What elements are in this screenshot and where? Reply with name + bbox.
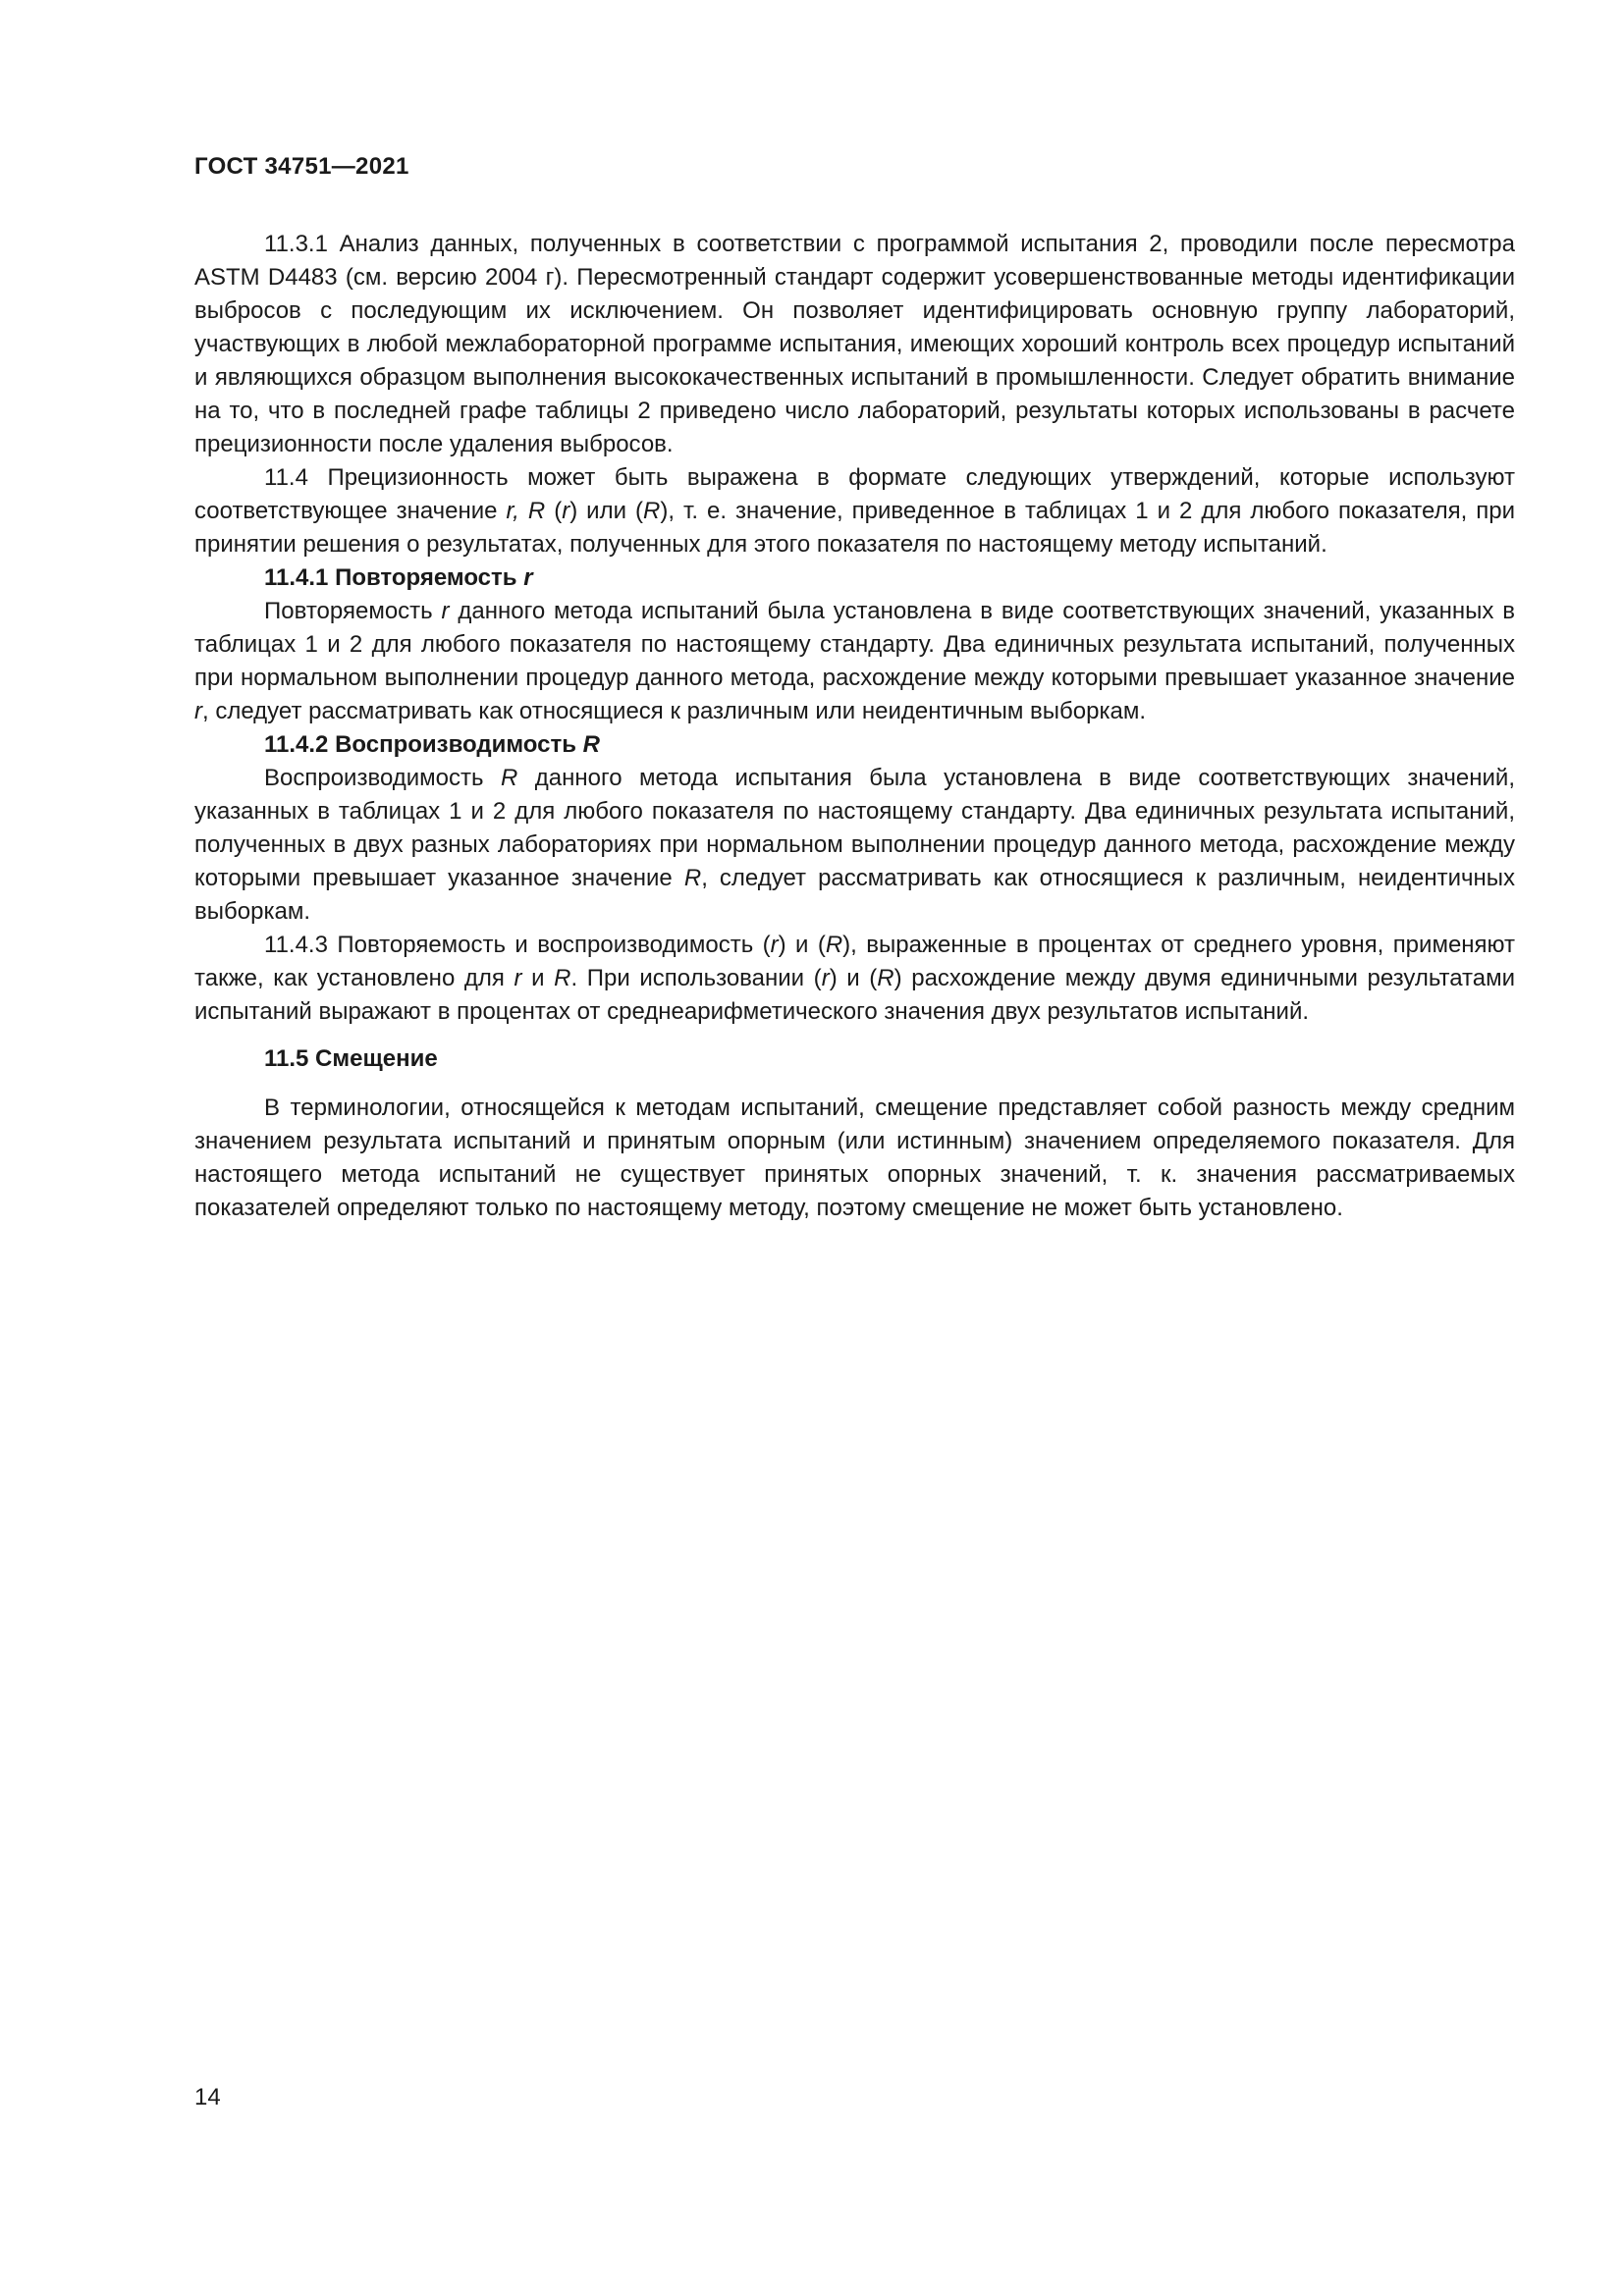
heading-11-4-2: 11.4.2 Воспроизводимость R — [264, 731, 601, 758]
heading-11-5: 11.5 Смещение — [264, 1045, 438, 1072]
heading-11-4-1: 11.4.1 Повторяемость r — [264, 564, 533, 591]
paragraph-11-5: В терминологии, относящейся к методам испытаний, смещение представляет собой разность между средним значением результата испытаний и принятым опорным (или истинным) значением определяемого показателя. Для настоящего метода испытаний не существует принятых опорных значений, т. к. значения рассматриваемых показателей определяют только по настоящему методу, поэтому смещение не может быть установлено. — [194, 1095, 1515, 1221]
document-body — [194, 228, 1515, 1225]
page-number: 14 — [194, 2084, 221, 2110]
paragraph-11-3-1: 11.3.1 Анализ данных, полученных в соответствии с программой испытания 2, проводили после пересмотра ASTM D4483 (см. версию 2004 г). Пересмотренный стандарт содержит усовершенствованные методы идентификации выбросов с последующим их исключением. Он позволяет идентифицировать основную группу лабораторий, участвующих в любой межлабораторной программе испытания, имеющих хороший контроль всех процедур испытаний и являющихся образцом выполнения высококачественных испытаний в промышленности. Следует обратить внимание на то, что в последней графе таблицы 2 приведено число лабораторий, результаты которых использованы в расчете прецизионности после удаления выбросов. — [194, 231, 1515, 457]
paragraph-11-4: 11.4 Прецизионность может быть выражена в формате следующих утверждений, которые используют соответствующее значение r, R (r) или (R), т. е. значение, приведенное в таблицах 1 и 2 для любого показателя, при принятии решения о результатах, полученных для этого показателя по настоящему методу испытаний. — [194, 464, 1515, 558]
paragraph-11-4-2: Воспроизводимость R данного метода испытания была установлена в виде соответствующих значений, указанных в таблицах 1 и 2 для любого показателя по настоящему стандарту. Два единичных результата испытаний, полученных в двух разных лабораториях при нормальном выполнении процедур данного метода, расхождение между которыми превышает указанное значение R, следует рассматривать как относящиеся к различным, неидентичных выборкам. — [194, 765, 1515, 925]
paragraph-11-4-1: Повторяемость r данного метода испытаний была установлена в виде соответствующих значений, указанных в таблицах 1 и 2 для любого показателя по настоящему стандарту. Два единичных результата испытаний, полученных при нормальном выполнении процедур данного метода, расхождение между которыми превышает указанное значение r, следует рассматривать как относящиеся к различным или неидентичным выборкам. — [194, 598, 1515, 724]
paragraph-11-4-3: 11.4.3 Повторяемость и воспроизводимость (r) и (R), выраженные в процентах от среднего уровня, применяют также, как установлено для r и R. При использовании (r) и (R) расхождение между двумя единичными результатами испытаний выражают в процентах от среднеарифметического значения двух результатов испытаний. — [194, 932, 1516, 1025]
document-header: ГОСТ 34751—2021 — [194, 153, 409, 180]
